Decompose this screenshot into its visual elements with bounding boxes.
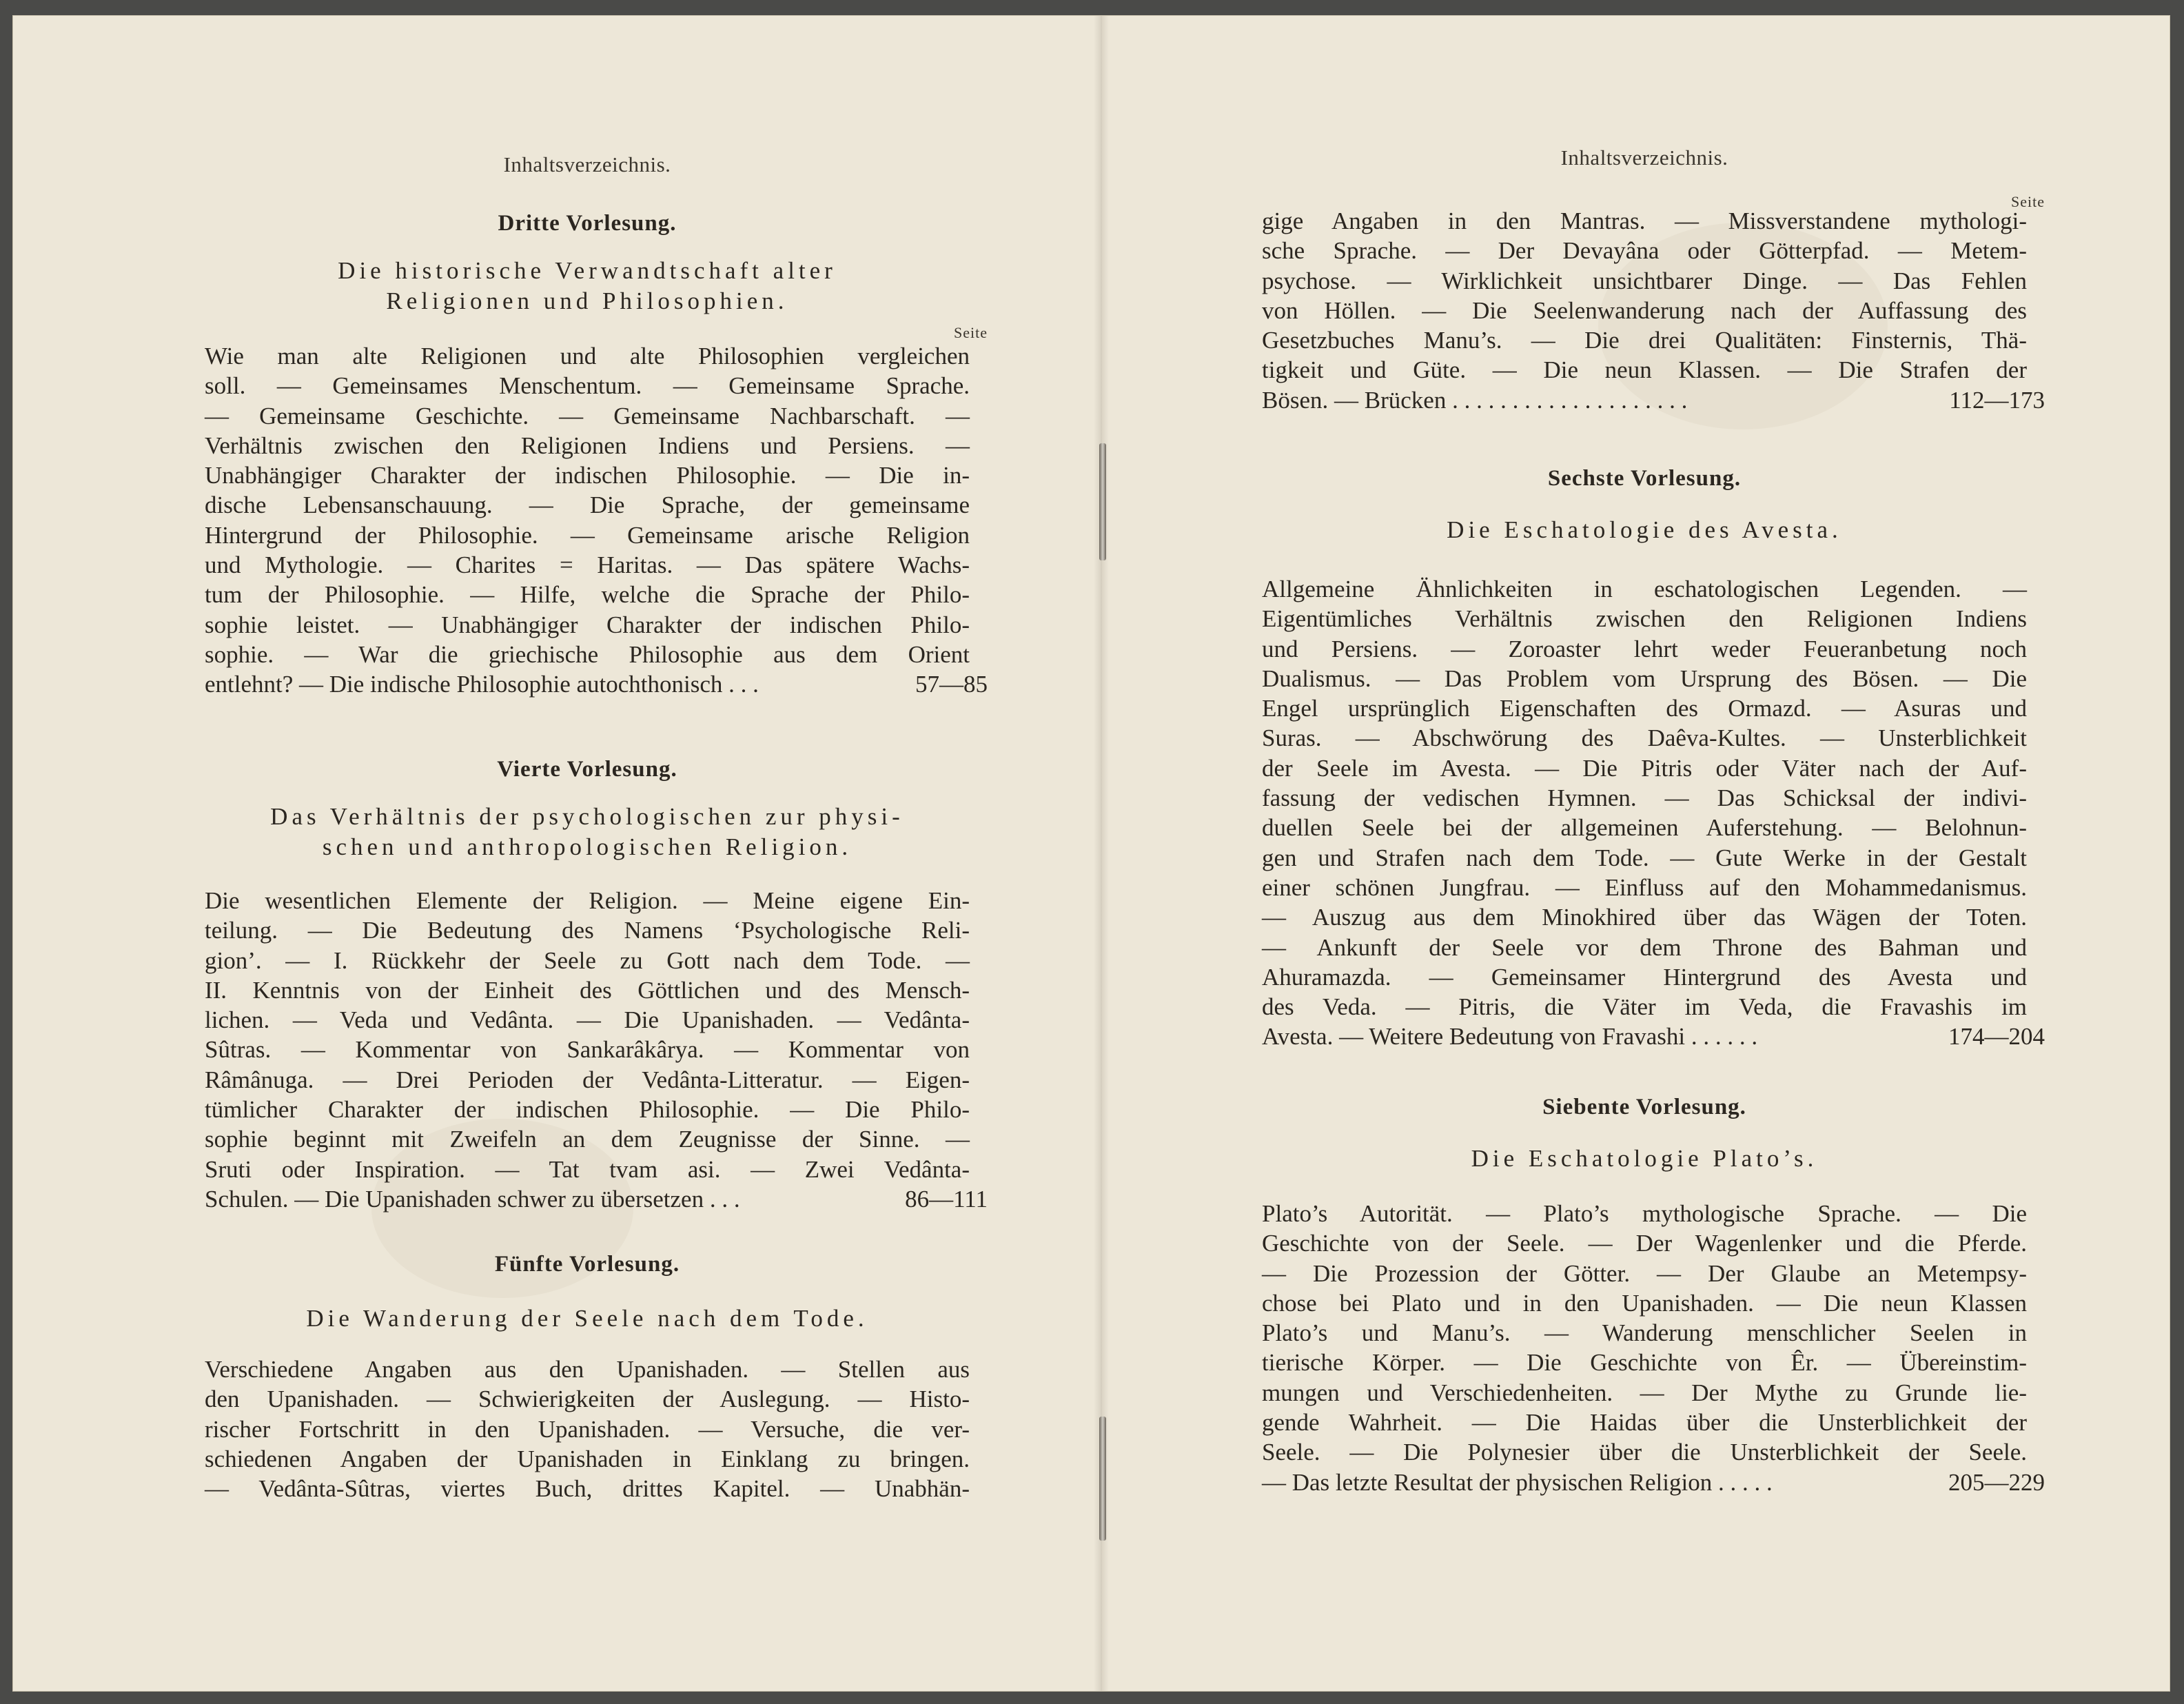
running-head: Inhaltsverzeichnis. [1560, 145, 1728, 170]
lecture-heading: Sechste Vorlesung. [1547, 466, 1742, 491]
seite-label: Seite [2011, 193, 2045, 210]
toc-line: gige Angaben in den Mantras. — Missverstandene mythologi- [1262, 207, 2027, 234]
lecture-heading: Fünfte Vorlesung. [494, 1252, 680, 1277]
subtitle-line: Das Verhältnis der psychologischen zur physi- [270, 803, 904, 830]
running-head: Inhaltsverzeichnis. [503, 152, 671, 176]
toc-line: soll. — Gemeinsames Menschentum. — Gemeinsame Sprache. [205, 372, 970, 400]
toc-line: Eigentümliches Verhältnis zwischen den Religionen Indiens [1262, 605, 2027, 633]
toc-line: sophie leistet. — Unabhängiger Charakter der indischen Philo- [205, 611, 970, 638]
toc-line: Sûtras. — Kommentar von Sankarâkârya. — Kommentar von [205, 1036, 970, 1064]
toc-line: — Vedânta-Sûtras, viertes Buch, drittes Kapitel. — Unabhän- [205, 1475, 970, 1503]
toc-line: Wie man alte Religionen und alte Philosophien vergleichen [205, 343, 970, 369]
toc-line: teilung. — Die Bedeutung des Namens ‘Psychologische Reli- [205, 917, 970, 944]
lecture-heading: Siebente Vorlesung. [1542, 1095, 1746, 1119]
page-range: 86—111 [901, 1184, 988, 1214]
subtitle-line: schen und anthropologischen Religion. [322, 833, 853, 860]
subtitle-line: Religionen und Philosophien. [386, 287, 788, 314]
toc-line-text: — Das letzte Resultat der physischen Religion . . . . . [1262, 1468, 1773, 1496]
toc-line: schiedenen Angaben der Upanishaden in Einklang zu bringen. [205, 1445, 970, 1472]
toc-line-last [1262, 1022, 2045, 1051]
toc-line: Seele. — Die Polynesier über die Unsterblichkeit der Seele. [1262, 1439, 2027, 1466]
toc-entry [205, 886, 988, 1214]
toc-line: Allgemeine Ähnlichkeiten in eschatologischen Legenden. — [1262, 576, 2027, 602]
toc-line: rischer Fortschritt in den Upanishaden. — Versuche, die ver- [205, 1415, 970, 1443]
toc-line: und Persiens. — Zoroaster lehrt weder Feueranbetung noch [1262, 635, 2027, 662]
toc-line: sophie. — War die griechische Philosophie aus dem Orient [205, 640, 970, 668]
toc-line: von Höllen. — Die Seelenwanderung nach der Auffassung des [1262, 296, 2027, 324]
lecture-heading: Dritte Vorlesung. [498, 211, 677, 236]
toc-line: fassung der vedischen Hymnen. — Das Schicksal der indivi- [1262, 784, 2027, 812]
toc-line-last [1262, 1468, 2045, 1497]
toc-line: und Mythologie. — Charites = Haritas. — Das spätere Wachs- [205, 551, 970, 579]
lecture-subtitle [205, 1304, 970, 1334]
toc-line: Suras. — Abschwörung des Daêva-Kultes. — Unsterblichkeit [1262, 724, 2027, 752]
toc-line: Ahuramazda. — Gemeinsamer Hintergrund des Avesta und [1262, 963, 2027, 991]
toc-line: des Veda. — Pitris, die Väter im Veda, die Fravashis im [1262, 993, 2027, 1021]
toc-line-text: Bösen. — Brücken . . . . . . . . . . . . . . . . . . . . [1262, 386, 1688, 414]
lecture-subtitle [205, 256, 970, 316]
toc-line: sche Sprache. — Der Devayâna oder Götterpfad. — Metem- [1262, 237, 2027, 265]
toc-line: gende Wahrheit. — Die Haidas über die Unsterblichkeit der [1262, 1409, 2027, 1437]
toc-line: tum der Philosophie. — Hilfe, welche die Sprache der Philo- [205, 581, 970, 609]
toc-entry [1262, 574, 2045, 1052]
toc-line-text: Avesta. — Weitere Bedeutung von Fravashi . . . . . . [1262, 1023, 1758, 1051]
toc-line: II. Kenntnis von der Einheit des Göttlichen und des Mensch- [205, 976, 970, 1004]
toc-line: — Ankunft der Seele vor dem Throne des Bahman und [1262, 933, 2027, 961]
page-range: 112—173 [1945, 385, 2045, 415]
toc-line: Die wesentlichen Elemente der Religion. — Meine eigene Ein- [205, 887, 970, 914]
book-spread [12, 15, 2170, 1692]
page-range: 57—85 [911, 669, 988, 699]
seite-label: Seite [954, 324, 988, 341]
toc-line: Sruti oder Inspiration. — Tat tvam asi. — Zwei Vedânta- [205, 1155, 970, 1183]
toc-line-text: Schulen. — Die Upanishaden schwer zu übersetzen . . . [205, 1185, 740, 1213]
lecture-subtitle [205, 802, 970, 862]
toc-line: Râmânuga. — Drei Perioden der Vedânta-Litteratur. — Eigen- [205, 1066, 970, 1093]
toc-line: einer schönen Jungfrau. — Einfluss auf den Mohammedanismus. [1262, 873, 2027, 901]
toc-entry [205, 341, 988, 700]
toc-line-text: entlehnt? — Die indische Philosophie autochthonisch . . . [205, 671, 759, 698]
toc-line: — Gemeinsame Geschichte. — Gemeinsame Nachbarschaft. — [205, 402, 970, 429]
toc-line: tierische Körper. — Die Geschichte von Êr. — Übereinstim- [1262, 1349, 2027, 1377]
toc-line-last [205, 1184, 988, 1214]
toc-line: Engel ursprünglich Eigenschaften des Ormazd. — Asuras und [1262, 695, 2027, 722]
toc-line: lichen. — Veda und Vedânta. — Die Upanishaden. — Vedânta- [205, 1006, 970, 1034]
toc-line: Geschichte von der Seele. — Der Wagenlenker und die Pferde. [1262, 1230, 2027, 1257]
toc-line: chose bei Plato und in den Upanishaden. — Die neun Klassen [1262, 1289, 2027, 1317]
toc-entry [205, 1355, 970, 1503]
toc-line: psychose. — Wirklichkeit unsichtbarer Dinge. — Das Fehlen [1262, 267, 2027, 294]
subtitle-line: Die historische Verwandtschaft alter [338, 257, 837, 284]
lecture-subtitle [1262, 515, 2027, 545]
toc-line: Unabhängiger Charakter der indischen Philosophie. — Die in- [205, 462, 970, 489]
toc-line: duellen Seele bei der allgemeinen Auferstehung. — Belohnun- [1262, 814, 2027, 842]
toc-line: Dualismus. — Das Problem vom Ursprung des Bösen. — Die [1262, 665, 2027, 692]
toc-line-last [205, 669, 988, 699]
lecture-heading: Vierte Vorlesung. [497, 757, 677, 782]
toc-entry [1262, 1199, 2045, 1497]
subtitle-line: Die Eschatologie des Avesta. [1447, 516, 1842, 543]
page-range: 174—204 [1944, 1022, 2045, 1051]
subtitle-line: Die Wanderung der Seele nach dem Tode. [306, 1305, 868, 1332]
toc-line: mungen und Verschiedenheiten. — Der Mythe zu Grunde lie- [1262, 1379, 2027, 1406]
toc-line: — Auszug aus dem Minokhired über das Wägen der Toten. [1262, 904, 2027, 931]
toc-line: gion’. — I. Rückkehr der Seele zu Gott nach dem Tode. — [205, 946, 970, 974]
toc-line: tümlicher Charakter der indischen Philosophie. — Die Philo- [205, 1096, 970, 1124]
staple-bottom [1099, 1417, 1106, 1541]
toc-line: tigkeit und Güte. — Die neun Klassen. — Die Strafen der [1262, 356, 2027, 384]
toc-line: Verhältnis zwischen den Religionen Indiens und Persiens. — [205, 432, 970, 459]
toc-line: den Upanishaden. — Schwierigkeiten der Auslegung. — Histo- [205, 1386, 970, 1413]
toc-line-last [1262, 385, 2045, 415]
toc-line: Plato’s Autorität. — Plato’s mythologische Sprache. — Die [1262, 1200, 2027, 1227]
toc-line: gen und Strafen nach dem Tode. — Gute Werke in der Gestalt [1262, 844, 2027, 871]
subtitle-line: Die Eschatologie Plato’s. [1471, 1145, 1818, 1172]
page-range: 205—229 [1944, 1468, 2045, 1497]
staple-top [1099, 443, 1106, 560]
lecture-subtitle [1262, 1144, 2027, 1174]
toc-line: sophie beginnt mit Zweifeln an dem Zeugnisse der Sinne. — [205, 1126, 970, 1153]
toc-line: der Seele im Avesta. — Die Pitris oder Väter nach der Auf- [1262, 754, 2027, 782]
toc-line: Verschiedene Angaben aus den Upanishaden. — Stellen aus [205, 1356, 970, 1383]
toc-entry-continuation [1262, 206, 2045, 415]
toc-line: Gesetzbuches Manu’s. — Die drei Qualitäten: Finsternis, Thä- [1262, 327, 2027, 354]
toc-line: — Die Prozession der Götter. — Der Glaube an Metempsy- [1262, 1259, 2027, 1287]
toc-line: Hintergrund der Philosophie. — Gemeinsame arische Religion [205, 521, 970, 549]
toc-line: dische Lebensanschauung. — Die Sprache, der gemeinsame [205, 491, 970, 519]
toc-line: Plato’s und Manu’s. — Wanderung menschlicher Seelen in [1262, 1319, 2027, 1347]
